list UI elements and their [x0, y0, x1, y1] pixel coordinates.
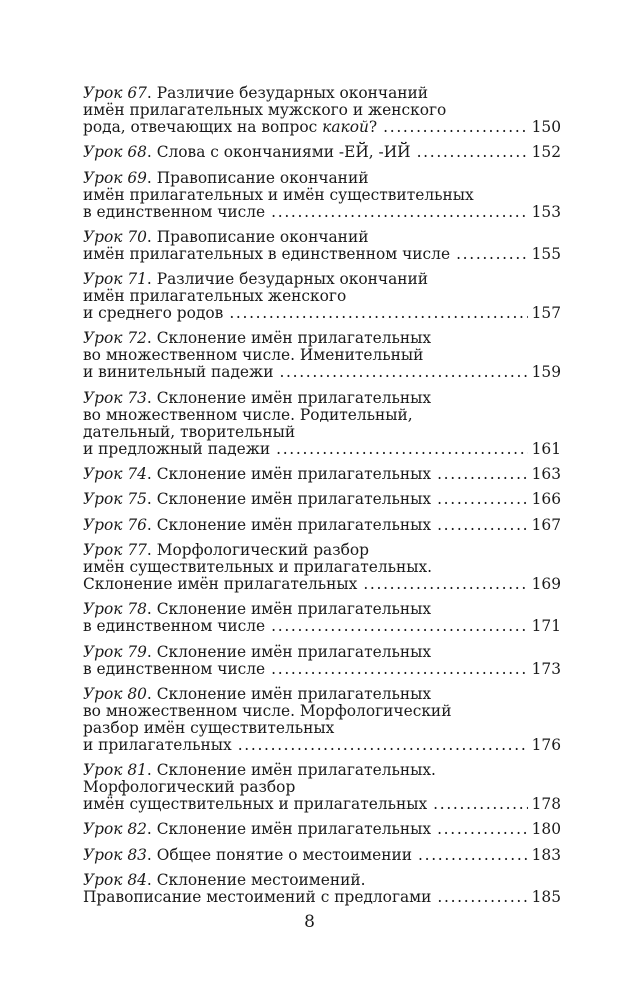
title-text: Морфологический разбор: [83, 778, 296, 797]
toc-entry: [83, 821, 561, 838]
title-text: Склонение имён прилагательных: [156, 388, 432, 407]
toc-line-text: [83, 661, 265, 678]
toc-entry-line: [83, 390, 561, 407]
toc-entry-line: [83, 762, 561, 779]
lesson-label: Урок 70: [83, 227, 147, 246]
lesson-label: Урок 84: [83, 871, 147, 890]
toc-line-text: [83, 779, 295, 796]
title-text: имён прилагательных в единственном числе: [83, 244, 451, 263]
toc-line-text: [83, 889, 431, 906]
toc-page-number: 153: [531, 202, 561, 221]
italic-text: какой: [322, 118, 369, 136]
toc-entry-line: [83, 466, 561, 483]
title-text: Склонение имён прилагательных: [83, 574, 358, 593]
toc-entry-line: [83, 424, 561, 441]
toc-entry-line: [83, 330, 561, 347]
toc-entry-line: [83, 102, 561, 119]
title-text: Склонение имён прилагательных: [156, 329, 432, 348]
toc-line-text: [83, 102, 446, 119]
toc-line-text: [83, 703, 451, 720]
toc-entry-line: [83, 441, 561, 458]
toc-page-number: 183: [531, 845, 561, 864]
toc-entry-line: [83, 686, 561, 703]
toc-entry-line: [83, 491, 561, 508]
toc-entry: [83, 390, 561, 458]
title-text: в единственном числе: [83, 617, 266, 636]
toc-line-text: [83, 576, 357, 593]
toc-line-text: [83, 441, 270, 458]
title-text: дательный, творительный: [83, 422, 296, 441]
title-text: имён прилагательных мужского и женского: [83, 101, 447, 119]
toc-entry-line: [83, 644, 561, 661]
dot-leader: [229, 305, 527, 322]
toc-entry-line: [83, 288, 561, 305]
toc-entry-line: [83, 517, 561, 534]
toc-line-text: [83, 737, 232, 754]
toc-entry-line: [83, 559, 561, 576]
toc-line-text: [83, 424, 295, 441]
page-number: 8: [304, 912, 315, 932]
lesson-label: Урок 68: [83, 143, 147, 162]
toc-line-text: [83, 204, 265, 221]
toc-entry-line: [83, 661, 561, 678]
toc-line-text: [83, 559, 432, 576]
title-text: и прилагательных: [83, 735, 232, 754]
title-text: Склонение имён прилагательных: [156, 515, 432, 534]
toc-entry-line: [83, 847, 561, 864]
toc-entry-line: [83, 170, 561, 187]
lesson-label: Урок 79: [83, 642, 147, 661]
toc-entry: [83, 271, 561, 322]
toc-page-number: 178: [531, 795, 561, 814]
toc-entry-line: [83, 872, 561, 889]
lesson-label: Урок 77: [83, 540, 147, 559]
toc-line-text: Урок 83. Общее понятие о местоимении: [83, 845, 413, 864]
lesson-label: Урок 76: [83, 515, 147, 534]
title-text: Склонение имён прилагательных.: [156, 761, 436, 780]
title-text: имён существительных и прилагательных: [83, 795, 428, 814]
toc-line-text: [83, 347, 423, 364]
toc-entry: [83, 229, 561, 263]
dot-leader: [271, 661, 527, 678]
title-text: имён прилагательных и имён существительных: [83, 185, 474, 204]
dot-leader: [437, 491, 528, 508]
lesson-label: Урок 75: [83, 490, 147, 509]
toc-entry-line: [83, 779, 561, 796]
toc-line-text: Урок 68. Слова с окончаниями -ЕЙ, -ИЙ: [83, 143, 411, 162]
toc-line-text: [83, 407, 413, 424]
dot-leader: [279, 364, 527, 381]
toc-page-number: 150: [531, 118, 561, 136]
toc-page-number: 167: [531, 515, 561, 534]
toc-entry: [83, 144, 561, 161]
toc-line-text: Урок 82. Склонение имён прилагательных: [83, 820, 432, 839]
title-text: Склонение имён прилагательных: [156, 820, 432, 839]
toc-line-text: Урок 79. Склонение имён прилагательных: [83, 642, 432, 661]
lesson-label: Урок 83: [83, 845, 147, 864]
toc-line-text: Урок 74. Склонение имён прилагательных: [83, 465, 432, 484]
lesson-label: Урок 73: [83, 388, 147, 407]
title-text: разбор имён существительных: [83, 718, 335, 737]
toc-entry-line: [83, 576, 561, 593]
toc-entry: [83, 170, 561, 221]
toc-page-number: 180: [531, 820, 561, 839]
title-text: и предложный падежи: [83, 439, 271, 458]
toc-line-text: [83, 246, 450, 263]
toc-entry-line: [83, 119, 561, 136]
dot-leader: [276, 441, 527, 458]
title-text: рода, отвечающих на вопрос: [83, 118, 323, 136]
title-text: Склонение имён прилагательных: [156, 465, 432, 484]
toc-line-text: Урок 75. Склонение имён прилагательных: [83, 490, 432, 509]
toc-entry-line: [83, 796, 561, 813]
toc-page-number: 171: [531, 617, 561, 636]
toc-entry-line: [83, 144, 561, 161]
table-of-contents: [83, 85, 561, 914]
toc-line-text: Урок 67. Различие безударных окончаний: [83, 84, 429, 102]
toc-entry-line: [83, 364, 561, 381]
lesson-label: Урок 71: [83, 270, 147, 289]
toc-line-text: [83, 618, 265, 635]
title-text: Правописание окончаний: [156, 227, 369, 246]
toc-page-number: 163: [531, 465, 561, 484]
title-text: в единственном числе: [83, 202, 266, 221]
toc-entry-line: [83, 305, 561, 322]
toc-line-text: [83, 305, 223, 322]
toc-entry-line: [83, 703, 561, 720]
lesson-label: Урок 78: [83, 600, 147, 619]
title-text: Слова с окончаниями -ЕЙ, -ИЙ: [156, 143, 411, 162]
title-text: ?: [368, 118, 378, 136]
toc-line-text: [83, 288, 346, 305]
toc-entry-line: [83, 821, 561, 838]
dot-leader: [437, 517, 528, 534]
toc-page-number: 173: [531, 659, 561, 678]
title-text: во множественном числе. Родительный,: [83, 405, 413, 424]
title-text: имён прилагательных женского: [83, 287, 347, 306]
toc-entry: [83, 85, 561, 136]
toc-entry-line: [83, 347, 561, 364]
toc-line-text: Урок 78. Склонение имён прилагательных: [83, 600, 432, 619]
toc-entry-line: [83, 229, 561, 246]
toc-line-text: Урок 69. Правописание окончаний: [83, 168, 369, 187]
lesson-label: Урок 80: [83, 684, 147, 703]
dot-leader: [417, 144, 528, 161]
toc-entry-line: [83, 542, 561, 559]
title-text: во множественном числе. Именительный: [83, 346, 424, 365]
toc-entry-line: [83, 246, 561, 263]
toc-entry-line: [83, 737, 561, 754]
toc-line-text: Урок 81. Склонение имён прилагательных.: [83, 761, 436, 780]
lesson-label: Урок 74: [83, 465, 147, 484]
lesson-label: Урок 81: [83, 761, 147, 780]
toc-entry: [83, 491, 561, 508]
toc-entry-line: [83, 618, 561, 635]
title-text: в единственном числе: [83, 659, 266, 678]
toc-entry: [83, 601, 561, 635]
title-text: Правописание местоимений с предлогами: [83, 888, 432, 907]
toc-line-text: [83, 720, 334, 737]
lesson-label: Урок 69: [83, 168, 147, 187]
toc-entry-line: [83, 187, 561, 204]
toc-entry: [83, 686, 561, 754]
toc-entry: [83, 872, 561, 906]
toc-page-number: 155: [531, 244, 561, 263]
lesson-label: Урок 72: [83, 329, 147, 348]
title-text: во множественном числе. Морфологический: [83, 701, 452, 720]
toc-line-text: [83, 119, 377, 136]
toc-line-text: Урок 73. Склонение имён прилагательных: [83, 388, 432, 407]
title-text: Различие безударных окончаний: [156, 84, 429, 102]
title-text: Склонение местоимений.: [156, 871, 366, 890]
toc-entry: [83, 330, 561, 381]
toc-line-text: [83, 364, 273, 381]
toc-entry-line: [83, 271, 561, 288]
dot-leader: [271, 204, 527, 221]
toc-line-text: Урок 71. Различие безударных окончаний: [83, 270, 429, 289]
dot-leader: [437, 821, 528, 838]
dot-leader: [437, 889, 527, 906]
title-text: имён существительных и прилагательных.: [83, 557, 433, 576]
dot-leader: [418, 847, 528, 864]
toc-page-number: 176: [531, 735, 561, 754]
title-text: и винительный падежи: [83, 363, 274, 382]
toc-line-text: Урок 80. Склонение имён прилагательных: [83, 684, 432, 703]
toc-entry: [83, 644, 561, 678]
toc-line-text: [83, 796, 427, 813]
toc-page-number: 161: [531, 439, 561, 458]
title-text: Морфологический разбор: [156, 540, 370, 559]
lesson-label: Урок 67: [83, 84, 147, 102]
title-text: Склонение имён прилагательных: [156, 600, 432, 619]
toc-line-text: Урок 77. Морфологический разбор: [83, 540, 370, 559]
dot-leader: [363, 576, 527, 593]
toc-entry-line: [83, 407, 561, 424]
toc-entry-line: [83, 204, 561, 221]
toc-line-text: Урок 84. Склонение местоимений.: [83, 871, 366, 890]
dot-leader: [383, 119, 527, 136]
title-text: Склонение имён прилагательных: [156, 642, 432, 661]
toc-entry: [83, 847, 561, 864]
dot-leader: [456, 246, 528, 263]
dot-leader: [271, 618, 527, 635]
lesson-label: Урок 82: [83, 820, 147, 839]
title-text: Правописание окончаний: [156, 168, 369, 187]
toc-entry: [83, 762, 561, 813]
title-text: Склонение имён прилагательных: [156, 490, 432, 509]
toc-page-number: 185: [531, 888, 561, 907]
toc-line-text: Урок 70. Правописание окончаний: [83, 227, 369, 246]
toc-page-number: 152: [531, 143, 561, 162]
toc-entry: [83, 466, 561, 483]
toc-page-number: 157: [531, 304, 561, 323]
title-text: Различие безударных окончаний: [156, 270, 429, 289]
dot-leader: [433, 796, 527, 813]
toc-entry-line: [83, 601, 561, 618]
dot-leader: [437, 466, 528, 483]
toc-entry: [83, 517, 561, 534]
toc-page-number: 169: [531, 574, 561, 593]
title-text: и среднего родов: [83, 304, 224, 323]
toc-line-text: Урок 72. Склонение имён прилагательных: [83, 329, 432, 348]
toc-entry: [83, 542, 561, 593]
toc-line-text: [83, 187, 474, 204]
dot-leader: [238, 737, 528, 754]
toc-page-number: 159: [531, 363, 561, 382]
title-text: Склонение имён прилагательных: [156, 684, 432, 703]
toc-entry-line: [83, 889, 561, 906]
toc-entry-line: [83, 720, 561, 737]
toc-page-number: 166: [531, 490, 561, 509]
toc-entry-line: [83, 85, 561, 102]
toc-line-text: Урок 76. Склонение имён прилагательных: [83, 515, 432, 534]
title-text: Общее понятие о местоимении: [156, 845, 413, 864]
